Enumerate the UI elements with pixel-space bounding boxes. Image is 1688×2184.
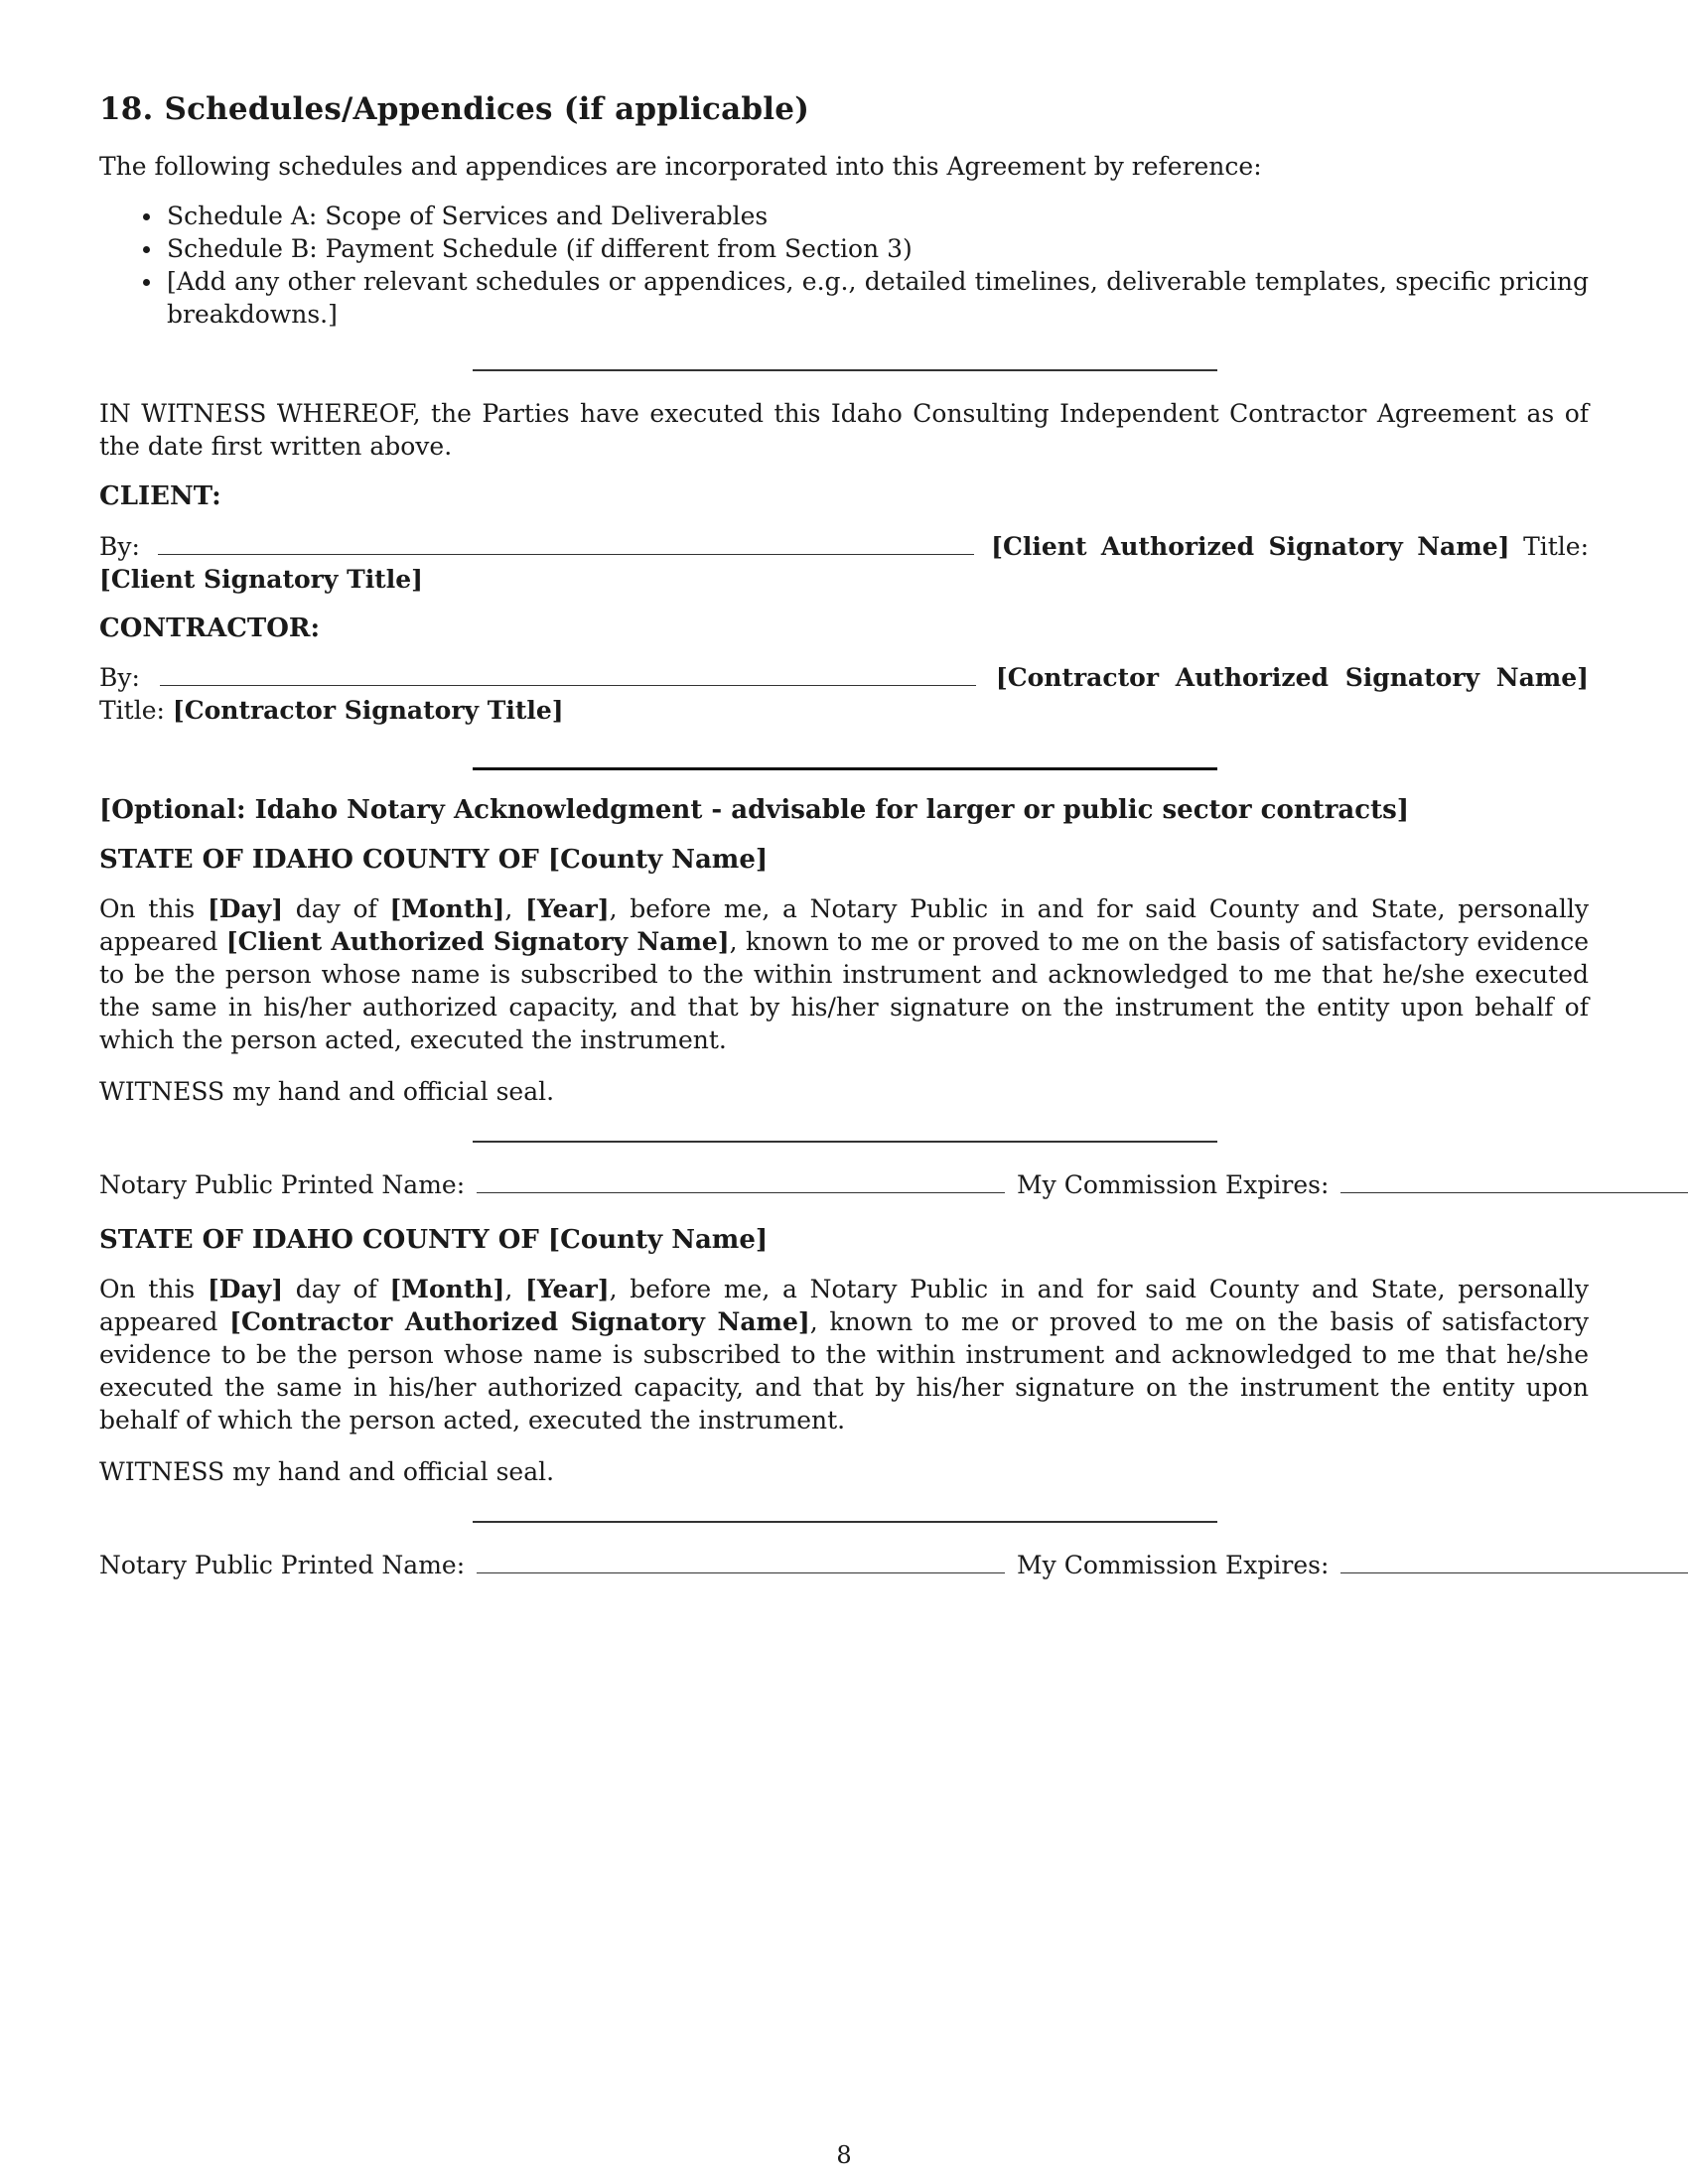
list-item: Schedule A: Scope of Services and Deliverables (99, 200, 1589, 232)
notary-state-line: STATE OF IDAHO COUNTY OF [County Name] (99, 1225, 769, 1255)
month-placeholder: [Month] (389, 894, 505, 923)
contractor-signature-line[interactable] (160, 684, 976, 686)
notary-state-line: STATE OF IDAHO COUNTY OF [County Name] (99, 845, 769, 875)
printed-name-label: Notary Public Printed Name: (99, 1551, 466, 1579)
schedule-list (99, 200, 1589, 331)
client-signature-line[interactable] (158, 553, 974, 555)
year-placeholder: [Year] (525, 894, 610, 923)
day-of-text: day of (295, 894, 377, 923)
on-this-text: On this (99, 894, 196, 923)
witness-seal: WITNESS my hand and official seal. (99, 1457, 555, 1486)
before-me-text: before me, a Notary Public in and for said County and State, personally appeared (99, 1275, 1589, 1336)
section-heading: 18. Schedules/Appendices (if applicable) (99, 91, 810, 127)
month-placeholder: [Month] (389, 1275, 505, 1303)
divider (473, 369, 1217, 371)
printed-name-label: Notary Public Printed Name: (99, 1170, 466, 1199)
client-signatory-name: [Client Authorized Signatory Name] (991, 532, 1510, 561)
commission-label: My Commission Expires: (1017, 1170, 1330, 1199)
witness-statement: IN WITNESS WHEREOF, the Parties have executed this Idaho Consulting Independent Contractor Agreement as of the date first written above. (99, 399, 1589, 461)
notary-acknowledgment: On this [Day] day of [Month], [Year], before me, a Notary Public in and for said County and State, personally appeared [Client Authorized Signatory Name], known to me or proved to me on the basis of satisfactory evidence to be the person whose name is subscribed to the within instrument and acknowledged to me that he/she executed the same in his/her authorized capacity, and that by his/her signature on the instrument the entity upon behalf of which the person acted, executed the instrument. (99, 894, 1589, 1054)
contractor-signature-block (99, 661, 1589, 727)
notary-signature-line[interactable] (473, 1141, 1217, 1143)
on-this-text: On this (99, 1275, 196, 1303)
contractor-signatory-title: [Contractor Signatory Title] (172, 696, 564, 725)
notary-optional-heading: [Optional: Idaho Notary Acknowledgment - advisable for larger or public sector contracts] (99, 795, 1410, 825)
contractor-title-label: Title: (99, 696, 165, 725)
commission-line[interactable] (1340, 1571, 1688, 1573)
printed-name-line[interactable] (477, 1191, 1005, 1193)
printed-name-line[interactable] (477, 1571, 1005, 1573)
contractor-signatory-name: [Contractor Authorized Signatory Name] (995, 663, 1589, 692)
day-of-text: day of (295, 1275, 377, 1303)
divider (473, 767, 1217, 770)
page-number: 8 (836, 2141, 852, 2169)
witness-seal: WITNESS my hand and official seal. (99, 1077, 555, 1106)
list-item: Schedule B: Payment Schedule (if different from Section 3) (99, 232, 1589, 265)
client-signature-block (99, 530, 1589, 596)
section-intro: The following schedules and appendices are incorporated into this Agreement by reference: (99, 152, 1262, 181)
commission-line[interactable] (1340, 1191, 1688, 1193)
day-placeholder: [Day] (207, 894, 284, 923)
contractor-by-label: By: (99, 663, 140, 692)
notary-printed-name-row (99, 1168, 1688, 1201)
list-item: [Add any other relevant schedules or appendices, e.g., detailed timelines, deliverable templates, specific pricing breakdowns.] (99, 265, 1589, 331)
day-placeholder: [Day] (207, 1275, 284, 1303)
acknowledgment-rest: known to me or proved to me on the basis of satisfactory evidence to be the person whose name is subscribed to the within instrument and acknowledged to me that he/she executed the same in his/her authorized capacity, and that by his/her signature on the instrument the entity upon behalf of which the person acted, executed the instrument. (99, 1307, 1589, 1434)
before-me-text: before me, a Notary Public in and for said County and State, personally appeared (99, 894, 1589, 956)
client-signatory-title: [Client Signatory Title] (99, 565, 423, 594)
commission-label: My Commission Expires: (1017, 1551, 1330, 1579)
client-title-label: Title: (1523, 532, 1589, 561)
acknowledgment-rest: known to me or proved to me on the basis of satisfactory evidence to be the person whose name is subscribed to the within instrument and acknowledged to me that he/she executed the same in his/her authorized capacity, and that by his/her signature on the instrument the entity upon behalf of which the person acted, executed the instrument. (99, 927, 1589, 1054)
contractor-label: CONTRACTOR: (99, 614, 321, 643)
signatory-placeholder: [Client Authorized Signatory Name] (225, 927, 730, 956)
notary-printed-name-row (99, 1549, 1688, 1581)
notary-signature-line[interactable] (473, 1521, 1217, 1523)
client-by-label: By: (99, 532, 140, 561)
document-page (99, 0, 1589, 2184)
notary-acknowledgment: On this [Day] day of [Month], [Year], before me, a Notary Public in and for said County and State, personally appeared [Contractor Authorized Signatory Name], known to me or proved to me on the basis of satisfactory evidence to be the person whose name is subscribed to the within instrument and acknowledged to me that he/she executed the same in his/her authorized capacity, and that by his/her signature on the instrument the entity upon behalf of which the person acted, executed the instrument. (99, 1275, 1589, 1434)
client-label: CLIENT: (99, 481, 221, 511)
year-placeholder: [Year] (525, 1275, 610, 1303)
signatory-placeholder: [Contractor Authorized Signatory Name] (229, 1307, 810, 1336)
